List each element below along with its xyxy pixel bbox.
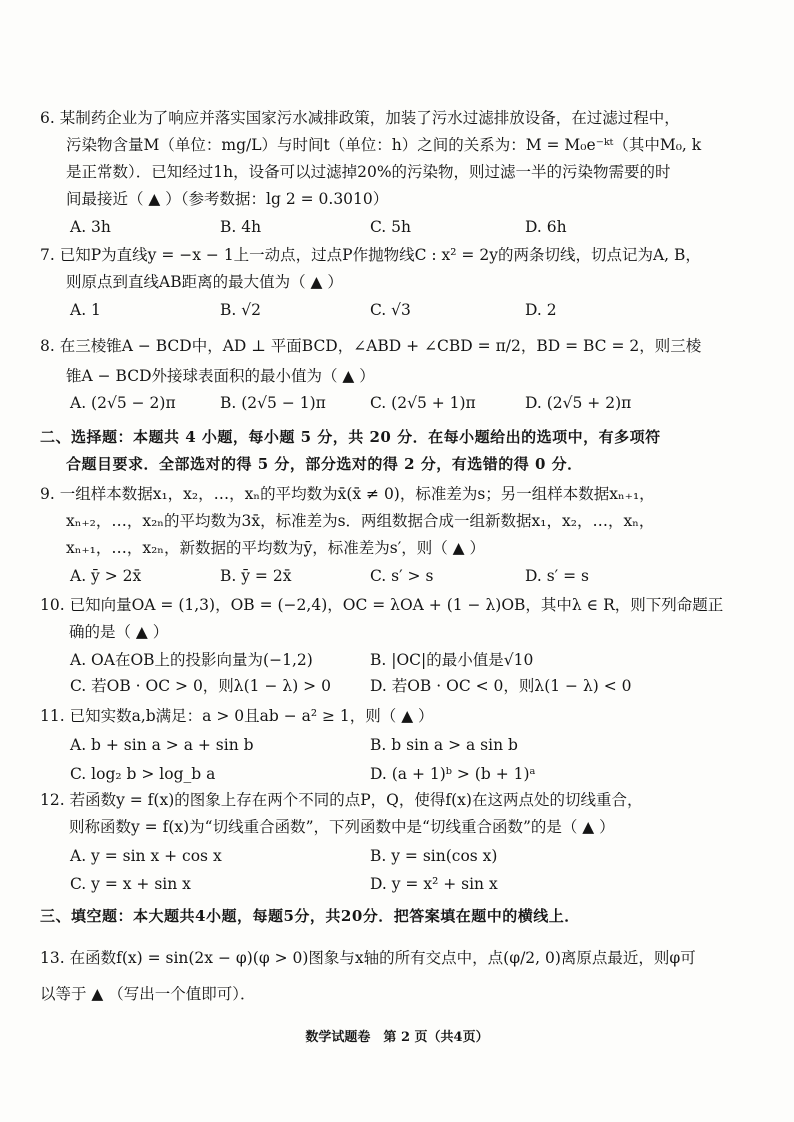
q12-line-1: 12. 若函数y = f(x)的图象上存在两个不同的点P，Q，使得f(x)在这两点处的切线重合， [40,791,643,809]
q10-line-1: 10. 已知向量OA = (1,3)，OB = (−2,4)，OC = λOA + (1 − λ)OB，其中λ ∈ R，则下列命题正 [40,596,724,614]
q12-line-2: 则称函数y = f(x)为“切线重合函数”，下列函数中是“切线重合函数”的是（ ▲ ） [69,818,615,836]
q11-options-row-1 [70,732,754,758]
q9-option-b: B. ȳ = 2x̄ [220,567,292,585]
q11-options-row-2 [70,761,754,787]
page-footer: 数学试题卷 第 2 页（共4页） [305,1030,489,1045]
q8-option-a: A. (2√5 − 2)π [70,394,176,412]
q10-options-row-1 [70,647,754,673]
q8-option-c: C. (2√5 + 1)π [370,394,476,412]
q6-option-c: C. 5h [370,218,412,236]
q9-line-2: xₙ₊₂，…，x₂ₙ的平均数为3x̄，标准差为s．两组数据合成一组新数据x₁，x₂，…，xₙ， [66,512,655,530]
section-2-heading: 二、选择题：本题共 4 小题，每小题 5 分，共 20 分．在每小题给出的选项中，有多项符 [40,428,661,446]
q7-line-2: 则原点到直线AB距离的最大值为（ ▲ ） [66,273,343,291]
q6-line-1: 6. 某制药企业为了响应并落实国家污水减排政策，加装了污水过滤排放设备，在过滤过程中， [40,109,680,127]
q9-line-1: 9. 一组样本数据x₁，x₂，…，xₙ的平均数为x̄(x̄ ≠ 0)，标准差为s；另一组样本数据xₙ₊₁， [40,485,655,503]
q11-option-b: B. b sin a > a sin b [370,736,518,754]
q6-option-b: B. 4h [220,218,262,236]
q10-line-2: 确的是（ ▲ ） [69,623,169,641]
q8-line-1: 8. 在三棱锥A − BCD中，AD ⊥ 平面BCD，∠ABD + ∠CBD = π/2，BD = BC = 2，则三棱 [40,337,702,355]
q9-options [70,563,754,589]
q6-options [70,214,754,240]
q8-option-d: D. (2√5 + 2)π [525,394,632,412]
q9-option-d: D. s′ = s [525,567,589,585]
q12-options-row-1 [70,843,754,869]
q11-option-d: D. (a + 1)ᵇ > (b + 1)ᵃ [370,765,536,783]
q12-option-a: A. y = sin x + cos x [70,847,222,865]
q13-line-2: 以等于 ▲ （写出一个值即可）． [40,985,256,1003]
q10-options-row-2 [70,673,754,699]
q10-option-a: A. OA在OB上的投影向量为(−1,2) [70,651,313,669]
q10-option-d: D. 若OB · OC < 0，则λ(1 − λ) < 0 [370,677,632,695]
q7-line-1: 7. 已知P为直线y = −x − 1上一动点，过点P作抛物线C : x² = 2y的两条切线，切点记为A, B， [40,246,701,264]
q12-option-b: B. y = sin(cos x) [370,847,498,865]
q8-option-b: B. (2√5 − 1)π [220,394,326,412]
q11-line-1: 11. 已知实数a,b满足：a > 0且ab − a² ≥ 1，则（ ▲ ） [40,707,434,725]
q11-option-a: A. b + sin a > a + sin b [70,736,254,754]
q12-option-c: C. y = x + sin x [70,875,191,893]
q6-line-4: 间最接近（ ▲ ）（参考数据：lg 2 = 0.3010） [66,190,389,208]
q9-option-a: A. ȳ > 2x̄ [70,567,142,585]
q6-line-3: 是正常数）．已知经过1h，设备可以过滤掉20%的污染物，则过滤一半的污染物需要的时 [66,163,671,181]
q7-option-d: D. 2 [525,301,557,319]
q7-option-c: C. √3 [370,301,411,319]
q9-option-c: C. s′ > s [370,567,434,585]
section-3-heading: 三、填空题：本大题共4小题，每题5分，共20分．把答案填在题中的横线上． [40,907,580,925]
q10-option-b: B. |OC|的最小值是√10 [370,651,534,669]
q6-line-2: 污染物含量M（单位：mg/L）与时间t（单位：h）之间的关系为：M = M₀e⁻ᵏᵗ（其中M₀, k [66,136,702,154]
section-2-instructions: 合题目要求．全部选对的得 5 分，部分选对的得 2 分，有选错的得 0 分． [66,455,583,473]
q12-options-row-2 [70,871,754,897]
q8-options [70,390,754,416]
q7-option-a: A. 1 [70,301,101,319]
q6-option-a: A. 3h [70,218,111,236]
q11-option-c: C. log₂ b > log_b a [70,765,216,783]
q10-option-c: C. 若OB · OC > 0，则λ(1 − λ) > 0 [70,677,331,695]
q13-line-1: 13. 在函数f(x) = sin(2x − φ)(φ > 0)图象与x轴的所有交点中，点(φ/2, 0)离原点最近，则φ可 [40,949,696,967]
q9-line-3: xₙ₊₁，…，x₂ₙ，新数据的平均数为ȳ，标准差为s′，则（ ▲ ） [66,539,486,557]
q7-options [70,297,754,323]
q8-line-2: 锥A − BCD外接球表面积的最小值为（ ▲ ） [66,367,375,385]
q12-option-d: D. y = x² + sin x [370,875,498,893]
q6-option-d: D. 6h [525,218,567,236]
q7-option-b: B. √2 [220,301,261,319]
